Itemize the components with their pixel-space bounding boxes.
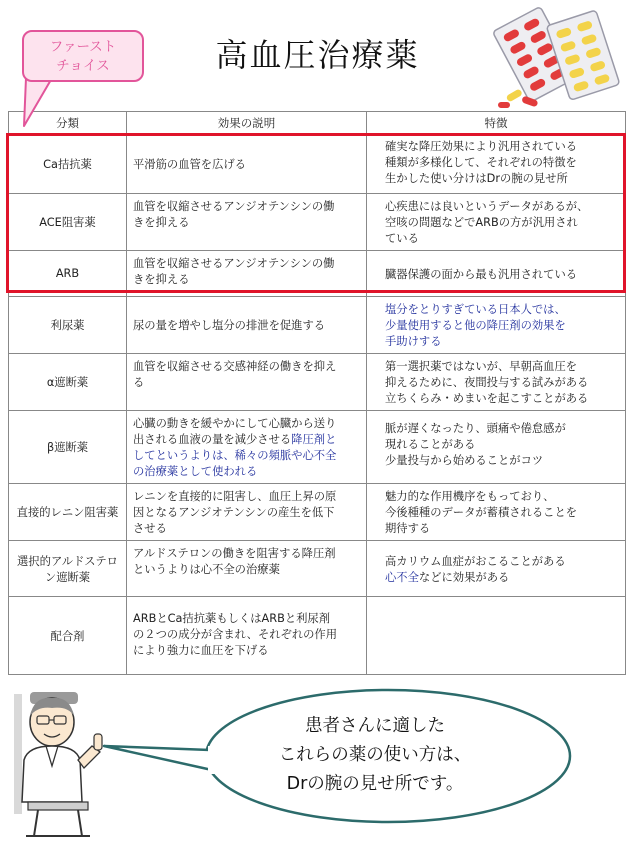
drug-features (367, 597, 626, 675)
column-header: 特徴 (367, 112, 626, 134)
drug-class: 直接的レニン阻害薬 (9, 484, 127, 541)
drug-table (8, 111, 626, 675)
speech-bubble-text (250, 712, 500, 799)
table-row (9, 194, 626, 251)
callout-line: チョイス (56, 58, 110, 74)
pill-pack-illustration (492, 2, 620, 110)
table-row (9, 251, 626, 297)
text-line: 血管を収縮させるアンジオテンシンの働 (133, 200, 335, 213)
table-row (9, 134, 626, 194)
drug-features (367, 541, 626, 597)
text-fragment: 出される血液の量を減少させる (133, 433, 292, 446)
drug-class: 配合剤 (9, 597, 127, 675)
text-line: 臓器保護の面から最も汎用されている (385, 267, 578, 281)
text-line: る (133, 376, 145, 389)
text-line: 尿の量を増やし塩分の排泄を促進する (133, 319, 326, 332)
drug-features (367, 297, 626, 354)
drug-class: Ca拮抗薬 (9, 134, 127, 194)
text-line: 今後種種のデータが蓄積されることを (385, 506, 578, 519)
drug-features (367, 251, 626, 297)
effect-description (127, 297, 367, 354)
page-title: 高血圧治療薬 (215, 36, 420, 74)
column-header: 効果の説明 (127, 112, 367, 134)
text-line: 立ちくらみ・めまいを起こすことがある (385, 392, 589, 405)
text-line: 空咳の問題などでARBの方が汎用され (385, 216, 578, 229)
drug-class: β遮断薬 (9, 411, 127, 484)
table-row (9, 484, 626, 541)
table-row (9, 411, 626, 484)
text-line: 塩分をとりすぎている日本人では、 (385, 303, 566, 316)
text-line: してというよりは、稀々の頻脈や心不全 (133, 449, 337, 462)
bubble-line: 患者さんに適した (305, 716, 445, 736)
text-line: 平滑筋の血管を広げる (133, 157, 246, 171)
text-fragment: 心不全 (385, 570, 419, 584)
table-row (9, 597, 626, 675)
text-line: 少量使用すると他の降圧剤の効果を (385, 319, 566, 332)
effect-description (127, 484, 367, 541)
drug-features (367, 134, 626, 194)
column-header: 分類 (9, 112, 127, 134)
table-row (9, 541, 626, 597)
text-line (133, 432, 360, 448)
text-line: 因となるアンジオテンシンの産生を低下 (133, 506, 335, 519)
text-line: 心臓の動きを緩やかにして心臓から送り (133, 417, 337, 430)
text-line: の２つの成分が含まれ、それぞれの作用 (133, 628, 338, 641)
effect-description (127, 134, 367, 194)
text-line: 手助けする (385, 335, 442, 348)
text-line: 血管を収縮させる交感神経の働きを抑え (133, 360, 337, 373)
drug-class: ARB (9, 251, 127, 297)
text-line: 心疾患には良いというデータがあるが、 (385, 200, 589, 213)
drug-features (367, 194, 626, 251)
effect-description (127, 194, 367, 251)
text-line: 生かした使い分けはDrの腕の見せ所 (385, 172, 568, 185)
text-line: ン遮断薬 (44, 570, 91, 584)
table-row (9, 297, 626, 354)
text-line: 選択的アルドステロ (17, 554, 118, 568)
text-line: 血管を収縮させるアンジオテンシンの働 (133, 257, 335, 270)
text-line: 脈が遅くなったり、頭痛や倦怠感が (385, 422, 566, 435)
text-line: 期待する (385, 522, 431, 535)
effect-description (127, 354, 367, 411)
text-line: 第一選択薬ではないが、早朝高血圧を (385, 360, 578, 373)
text-line (385, 570, 619, 586)
table-row (9, 354, 626, 411)
text-line: レニンを直接的に阻害し、血圧上昇の原 (133, 490, 337, 503)
effect-description (127, 541, 367, 597)
text-fragment: などに効果がある (418, 570, 510, 584)
drug-features (367, 354, 626, 411)
text-line: させる (133, 522, 167, 535)
callout-line: ファースト (49, 39, 117, 55)
text-line: 現れることがある (385, 438, 476, 451)
text-line: 魅力的な作用機序をもっており、 (385, 490, 555, 503)
doctor-illustration (8, 690, 108, 840)
table-header-row (9, 112, 626, 134)
text-line: 確実な降圧効果により汎用されている (385, 140, 578, 153)
text-line: 高カリウム血症がおこることがある (385, 554, 566, 568)
first-choice-callout (22, 30, 144, 82)
text-line: 少量投与から始めることがコツ (385, 454, 544, 467)
drug-class: α遮断薬 (9, 354, 127, 411)
text-line: により強力に血圧を下げる (133, 644, 269, 657)
effect-description (127, 597, 367, 675)
callout-pointer (18, 78, 88, 130)
drug-class (9, 541, 127, 597)
effect-description (127, 251, 367, 297)
text-line: 抑えるために、夜間投与する試みがある (385, 376, 589, 389)
drug-features (367, 484, 626, 541)
text-line: というよりは心不全の治療薬 (133, 563, 280, 576)
text-fragment: 降圧剤と (291, 433, 337, 446)
bubble-line: これらの薬の使い方は、 (278, 745, 472, 765)
text-line: きを抑える (133, 273, 190, 286)
drug-class: 利尿薬 (9, 297, 127, 354)
text-line: きを抑える (133, 216, 190, 229)
text-line: ている (385, 232, 419, 245)
drug-class: ACE阻害薬 (9, 194, 127, 251)
text-line: ARBとCa拮抗薬もしくはARBと利尿剤 (133, 612, 331, 625)
text-line: の治療薬として使われる (133, 465, 258, 478)
bubble-line: Drの腕の見せ所です。 (286, 774, 464, 794)
drug-features (367, 411, 626, 484)
text-line: アルドステロンの働きを阻害する降圧剤 (133, 547, 336, 560)
effect-description (127, 411, 367, 484)
text-line: 種類が多様化して、それぞれの特徴を (385, 156, 577, 169)
